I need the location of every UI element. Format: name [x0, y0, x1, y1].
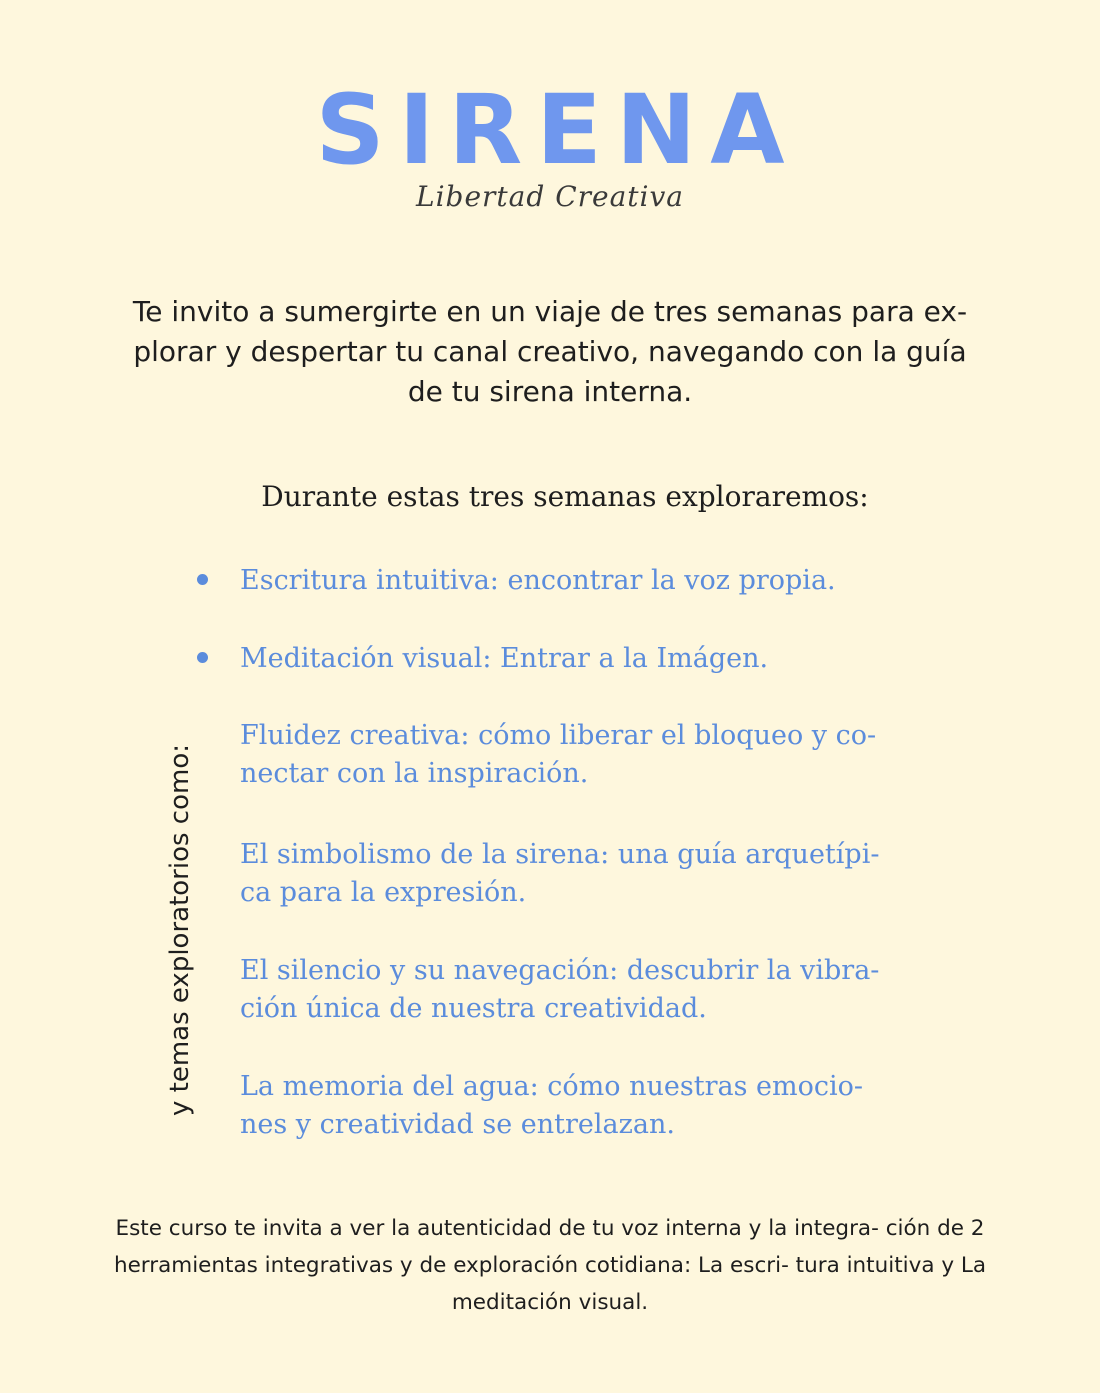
bullet-item: [240, 562, 880, 600]
bullet-item-text: Meditación visual: Entrar a la Imágen.: [240, 643, 769, 674]
bullet-dot-icon: [197, 652, 208, 663]
brand-tagline: Libertad Creativa: [416, 180, 684, 213]
outro-paragraph: Este curso te invita a ver la autenticidad de tu voz interna y la integra- ción de 2 herramientas integrativas y de exploración cotidiana: La escri- tura intuitiva y La meditación visual.: [113, 1216, 987, 1315]
intro-paragraph: Te invito a sumergirte en un viaje de tres semanas para ex- plorar y despertar tu canal creativo, navegando con la guía de tu sirena interna.: [132, 295, 968, 408]
topic-item: El simbolismo de la sirena: una guía arquetípi- ca para la expresión.: [240, 839, 880, 908]
brand-logo: SIRENA: [315, 74, 799, 186]
bullet-item: [240, 640, 880, 678]
topic-item: Fluidez creativa: cómo liberar el bloqueo y co- nectar con la inspiración.: [240, 720, 877, 789]
side-label: y temas exploratorios como:: [165, 743, 195, 1117]
section-heading: Durante estas tres semanas exploraremos:: [261, 480, 869, 513]
topic-item: El silencio y su navegación: descubrir la vibra- ción única de nuestra creatividad.: [240, 955, 880, 1024]
bullet-item-text: Escritura intuitiva: encontrar la voz propia.: [240, 565, 836, 596]
bullet-dot-icon: [197, 574, 208, 585]
topic-item: La memoria del agua: cómo nuestras emocio- nes y creatividad se entrelazan.: [240, 1071, 863, 1140]
